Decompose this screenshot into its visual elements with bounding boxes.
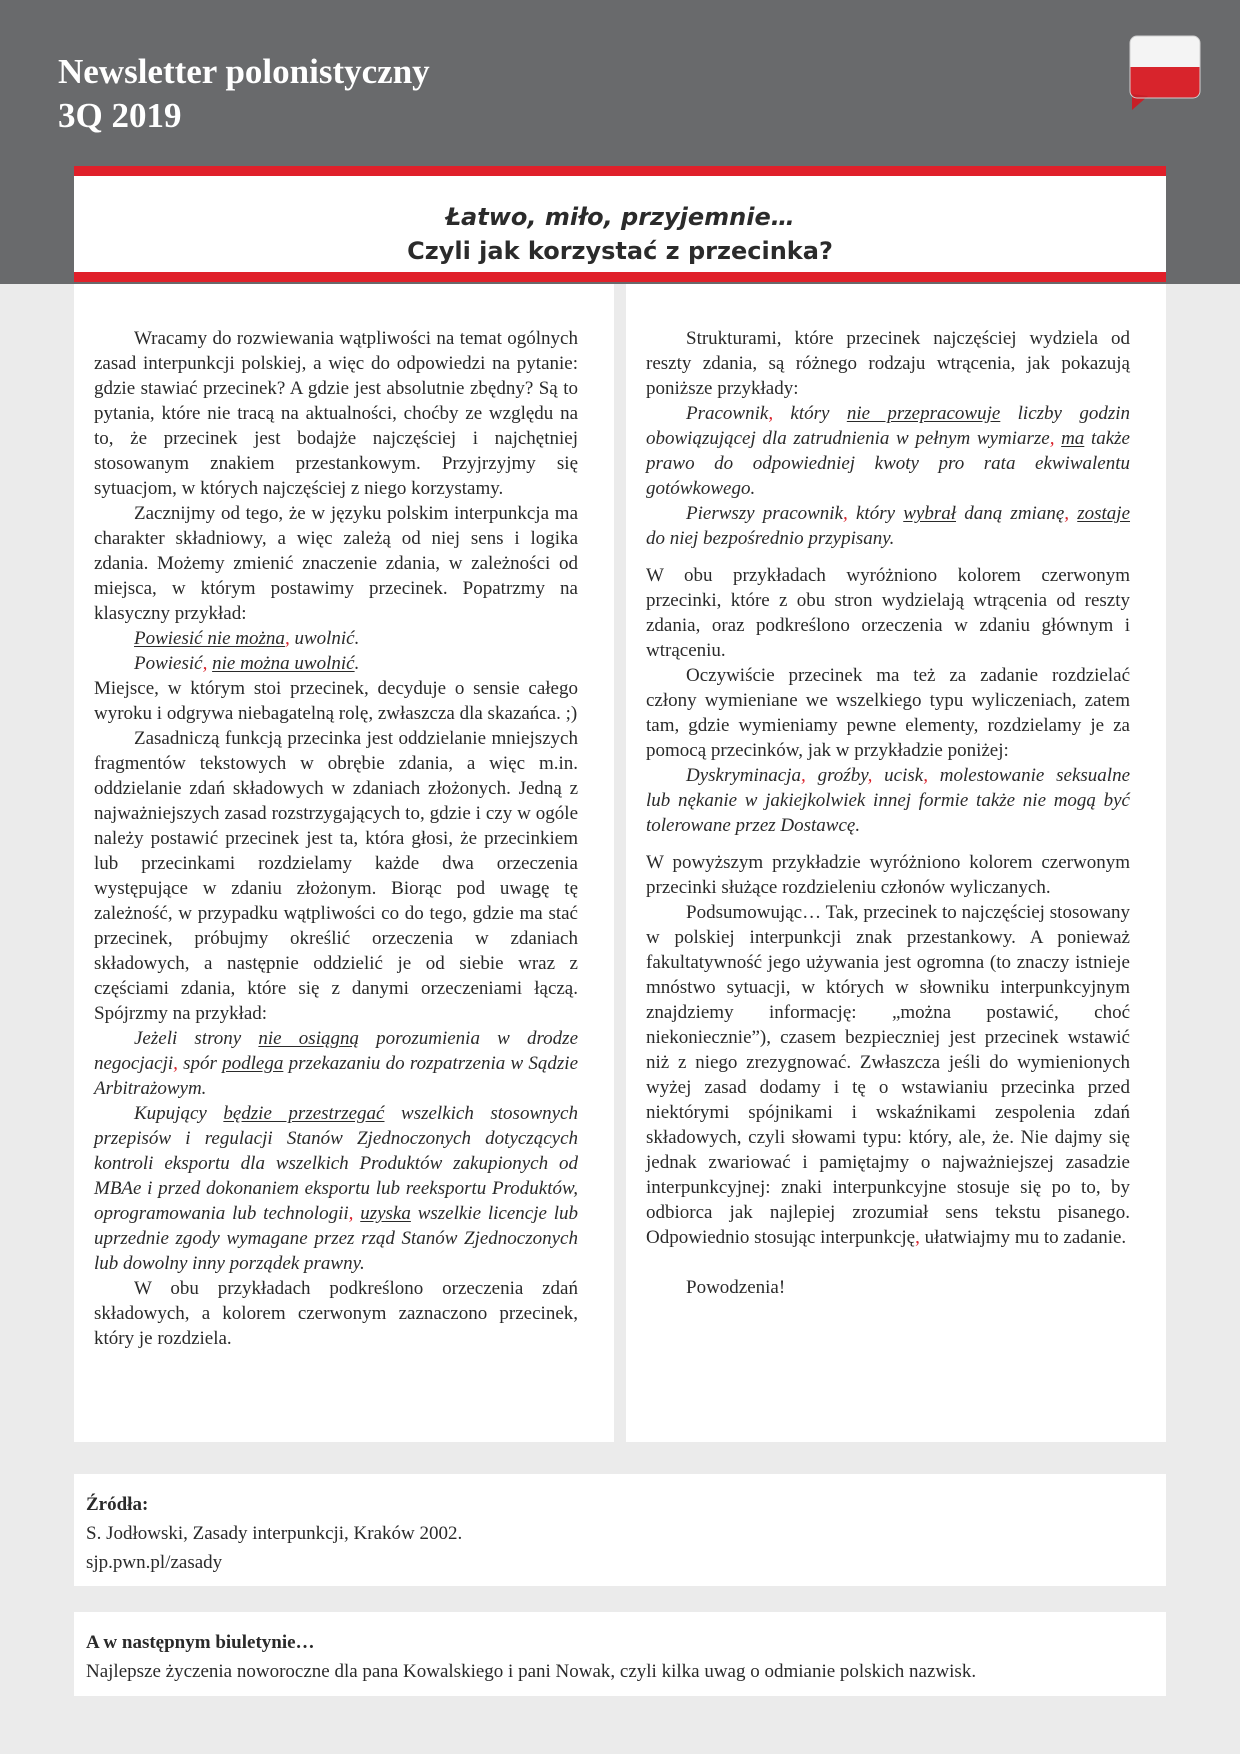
summary-text: ułatwiajmy mu to zadanie. — [919, 1227, 1127, 1248]
predicate-underline: nie można uwolnić — [212, 653, 355, 674]
sources-heading: Źródła: — [86, 1494, 149, 1515]
left-paragraph-3: Miejsce, w którym stoi przecinek, decyduje o sensie całego wyroku i odgrywa niebagatelną rolę, zwłaszcza dla skazańca. ;) — [94, 678, 578, 724]
example-text: spór — [177, 1053, 223, 1074]
predicate-underline: podlega — [222, 1053, 284, 1074]
right-column — [626, 284, 1166, 1442]
red-comma: , — [915, 1227, 920, 1248]
right-paragraph-3: Oczywiście przecinek ma też za zadanie rozdzielać człony wymieniane we wszelkiego typu wyliczeniach, zatem tam, gdzie wymieniamy pewne elementy, rozdzielamy je za pomocą przecinków, jak w przykładzie poniżej: — [646, 665, 1130, 761]
predicate-underline: nie przepracowuje — [846, 403, 1001, 424]
example-worker — [646, 401, 1130, 501]
red-comma: , — [923, 765, 928, 786]
example-text: daną zmianę — [956, 503, 1065, 524]
polish-flag-speech-bubble-icon — [1128, 34, 1204, 116]
example-text: Pracownik — [686, 403, 769, 424]
left-paragraph-5: W obu przykładach podkreślono orzeczenia zdań składowych, a kolorem czerwonym zaznaczono przecinek, który je rozdziela. — [94, 1278, 578, 1349]
red-comma: , — [867, 765, 873, 786]
left-paragraph-4: Zasadniczą funkcją przecinka jest oddzielanie mniejszych fragmentów tekstowych w obrębie zdania, a więc m.in. oddzielanie zdań składowych w zdaniach złożonych. Jedną z najważniejszych zasad rozstrzygających to, gdzie i czy w ogóle należy postawić przecinek jest ta, która głosi, że przecinkiem lub przecinkami rozdzielamy każde dwa orzeczenia występujące w zdaniu złożonym. Biorąc pod uwagę tę zależność, w przypadku wątpliwości co do tego, gdzie ma stać przecinek, próbujmy określić orzeczenia w zdaniach składowych, a następnie oddzielić je od siebie wraz z częściami zdania, które się z danymi orzeczeniami łączą. Spójrzmy na przykład: — [94, 728, 578, 1024]
predicate-underline: nie osiągną — [258, 1028, 359, 1049]
summary-text: Podsumowując… Tak, przecinek to najczęściej stosowany w polskiej interpunkcji znak przestankowy. A ponieważ fakultatywność jego używania jest ogromna (to znaczy istnieje mnóstwo sytuacji, w których w słowniku interpunkcyjnym znajdziemy informację: „można postawić, choć niekoniecznie”), czasem bezpieczniej jest przecinek wstawić niż z niego zrezygnować. Zwłaszcza jeśli do wymienionych wyżej zasad dodamy i tę o wstawianiu przecinka przed niektórymi spójnikami i wskaźnikami zespolenia zdań składowych, czyli słowami typu: który, ale, że. Nie dajmy się jednak zwariować i pamiętajmy o najważniejszej zasadzie interpunkcyjnej: znaki interpunkcyjne stosuje się po to, by odbiorca jak najlepiej zrozumiał sens tekstu pisanego. Odpowiednio stosując interpunkcję — [646, 902, 1130, 1248]
example-text: . — [354, 653, 360, 674]
next-issue-text: Najlepsze życzenia noworoczne dla pana Kowalskiego i pani Nowak, czyli kilka uwag o odmianie polskich nazwisk. — [86, 1661, 977, 1682]
red-comma: , — [1049, 428, 1055, 449]
example-text: który — [847, 503, 904, 524]
example-text: groźby — [805, 765, 868, 786]
red-comma: , — [768, 403, 774, 424]
left-paragraph-1: Wracamy do rozwiewania wątpliwości na temat ogólnych zasad interpunkcji polskiej, a więc do odpowiedzi na pytanie: gdzie stawiać przecinek? A gdzie jest absolutnie zbędny? Są to pytania, które nie tracą na aktualności, choćby ze względu na to, że przecinek jest bodajże najczęściej i najchętniej stosowanym znakiem przestankowym. Przyjrzyjmy się sytuacjom, w których najczęściej z niego korzystamy. — [94, 328, 578, 499]
example-text: ucisk — [872, 765, 924, 786]
example-arbitration — [94, 1026, 578, 1101]
newsletter-title-line1: Newsletter polonistyczny — [58, 52, 430, 91]
red-comma: , — [173, 1053, 178, 1074]
example-text: Powiesić — [134, 653, 203, 674]
example-text: wszelkich stosownych przepisów i regulacji Stanów Zjednoczonych dotyczących kontroli eksportu dla wszelkich Produktów zakupionych od MBAe i przed dokonaniem eksportu lub reeksportu Produktów, oprogramowania lub technologii — [94, 1103, 578, 1224]
left-column — [74, 284, 614, 1442]
left-paragraph-2: Zacznijmy od tego, że w języku polskim interpunkcja ma charakter składniowy, a więc zależą od niej sens i logika zdania. Możemy zmienić znaczenie zdania, w zależności od miejsca, w którym postawimy przecinek. Popatrzmy na klasyczny przykład: — [94, 503, 578, 624]
example-hang-2 — [94, 651, 578, 676]
right-paragraph-5 — [646, 900, 1130, 1250]
source-item: sjp.pwn.pl/zasady — [86, 1552, 223, 1573]
example-text: do niej bezpośrednio przypisany. — [646, 528, 895, 549]
article-title-box — [74, 166, 1166, 282]
red-comma: , — [202, 653, 208, 674]
red-comma: , — [348, 1203, 354, 1224]
example-text: Pierwszy pracownik — [686, 503, 844, 524]
space — [1069, 503, 1077, 524]
predicate-underline: ma — [1061, 428, 1085, 449]
example-text: Jeżeli strony — [134, 1028, 259, 1049]
closing-text: Powodzenia! — [686, 1277, 786, 1298]
red-comma: , — [284, 628, 290, 649]
example-text: Kupujący — [134, 1103, 224, 1124]
example-text: który — [773, 403, 847, 424]
newsletter-title — [58, 50, 430, 138]
predicate-underline: Powiesić nie można — [134, 628, 285, 649]
red-comma: , — [843, 503, 848, 524]
right-paragraph-4: W powyższym przykładzie wyróżniono kolorem czerwonym przecinki służące rozdzieleniu członów wyliczanych. — [646, 852, 1130, 898]
example-enumeration — [646, 763, 1130, 838]
example-text: Dyskryminacja — [686, 765, 802, 786]
example-text: uwolnić. — [289, 628, 360, 649]
predicate-underline: uzyska — [360, 1203, 411, 1224]
predicate-underline: będzie przestrzegać — [223, 1103, 385, 1124]
example-first-worker — [646, 501, 1130, 551]
right-paragraph-1: Strukturami, które przecinek najczęściej wydziela od reszty zdania, są różnego rodzaju wtrącenia, jak pokazują poniższe przykłady: — [646, 328, 1130, 399]
example-export — [94, 1101, 578, 1276]
example-text: wszelkie licencje lub uprzednie zgody wymagane przez rząd Stanów Zjednoczonych lub dowolny inny porządek prawny. — [94, 1203, 579, 1274]
red-comma: , — [801, 765, 806, 786]
sources-box — [74, 1474, 1166, 1586]
source-item: S. Jodłowski, Zasady interpunkcji, Kraków 2002. — [86, 1523, 463, 1544]
predicate-underline: wybrał — [903, 503, 957, 524]
article-title-line2: Czyli jak korzystać z przecinka? — [407, 237, 833, 265]
next-issue-heading: A w następnym biuletynie… — [86, 1632, 315, 1653]
example-text: molestowanie seksualne lub nękanie w jakiejkolwiek innej formie także nie mogą być tolerowane przez Dostawcę. — [646, 765, 1130, 836]
example-text: liczby godzin obowiązującej dla zatrudnienia w pełnym wymiarze — [646, 403, 1130, 449]
right-paragraph-2: W obu przykładach wyróżniono kolorem czerwonym przecinki, które z obu stron wydzielają wtrącenia od reszty zdania, oraz podkreślono orzeczenia w zdaniu głównym i wtrąceniu. — [646, 565, 1130, 661]
predicate-underline: zostaje — [1077, 503, 1131, 524]
newsletter-issue: 3Q 2019 — [58, 96, 182, 135]
example-text: przekazaniu do rozpatrzenia w Sądzie Arbitrażowym. — [94, 1053, 579, 1099]
article-title-line1: Łatwo, miło, przyjemnie… — [445, 203, 795, 231]
example-text: porozumienia w drodze negocjacji — [94, 1028, 579, 1074]
red-comma: , — [1064, 503, 1070, 524]
next-issue-box — [74, 1612, 1166, 1696]
example-text: także prawo do odpowiedniej kwoty pro rata ekwiwalentu gotówkowego. — [646, 428, 1130, 499]
example-hang — [94, 626, 578, 651]
